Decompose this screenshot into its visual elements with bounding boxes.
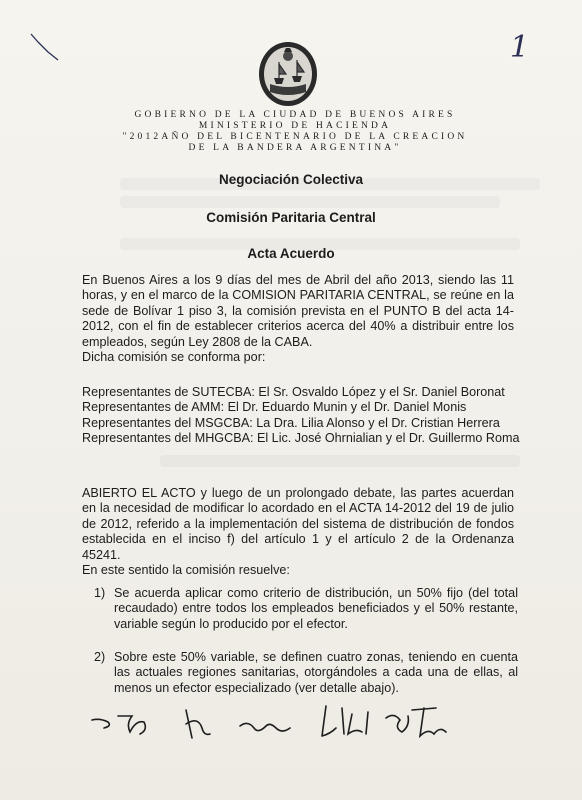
signature-2 bbox=[118, 716, 145, 734]
representante-line: Representantes del MHGCBA: El Lic. José Ohrnialian y el Dr. Guillermo Roma bbox=[82, 430, 520, 445]
signature-1 bbox=[92, 719, 109, 728]
letterhead-line: "2012AÑO DEL BICENTENARIO DE LA CREACION bbox=[122, 132, 468, 142]
item-text: Se acuerda aplicar como criterio de distribución, un 50% fijo (del total recaudado) entre todos los empleados beneficiados y el 50% restante, variable según lo producido por el efector. bbox=[114, 586, 518, 631]
bleed-through bbox=[160, 455, 520, 467]
city-emblem bbox=[256, 40, 320, 108]
intro-paragraph bbox=[82, 273, 514, 365]
abierto-paragraph bbox=[82, 486, 514, 578]
title-comision: Comisión Paritaria Central bbox=[206, 210, 376, 225]
item-number: 1) bbox=[94, 586, 106, 600]
bleed-through bbox=[120, 196, 500, 208]
page-number: 1 bbox=[510, 30, 530, 65]
item-number: 2) bbox=[94, 650, 106, 664]
signature-3 bbox=[186, 710, 210, 738]
list-item bbox=[94, 650, 518, 696]
title-negociacion: Negociación Colectiva bbox=[218, 172, 364, 187]
representantes-list bbox=[82, 385, 522, 446]
letterhead-line: GOBIERNO DE LA CIUDAD DE BUENOS AIRES bbox=[134, 110, 456, 120]
item-text: Sobre este 50% variable, se definen cuatro zonas, teniendo en cuenta las actuales regiones sanitarias, otorgándoles a cada una de ellas, al menos un efector especializado (ver detalle abajo). bbox=[114, 650, 518, 695]
list-item bbox=[94, 586, 518, 632]
title-acta: Acta Acuerdo bbox=[247, 246, 335, 261]
letterhead-line: DE LA BANDERA ARGENTINA" bbox=[188, 143, 402, 153]
representante-line: Representantes de AMM: El Dr. Eduardo Munin y el Dr. Daniel Monis bbox=[82, 400, 467, 415]
letterhead-line: MINISTERIO DE HACIENDA bbox=[198, 121, 392, 131]
representante-line: Representantes de SUTECBA: El Sr. Osvaldo López y el Sr. Daniel Boronat bbox=[82, 385, 505, 399]
signatures bbox=[90, 698, 510, 748]
signature-4 bbox=[240, 723, 290, 731]
abierto-text: ABIERTO EL ACTO y luego de un prolongado debate, las partes acuerdan en la necesidad de modificar lo acordado en el ACTA 14-2012 del 19 de julio de 2012, referido a la implementación del sistema de distribución de fondos establecida en el inciso f) del artículo 1 y el artículo 2 de la Ordenanza 45241. bbox=[82, 486, 514, 562]
resuelve-text: En este sentido la comisión resuelve: bbox=[82, 563, 290, 578]
signature-5 bbox=[322, 706, 368, 736]
pen-mark bbox=[28, 30, 68, 70]
signature-6 bbox=[386, 708, 446, 736]
conforma-text: Dicha comisión se conforma por: bbox=[82, 350, 266, 365]
intro-text: En Buenos Aires a los 9 días del mes de Abril del año 2013, siendo las 11 horas, y en el marco de la COMISION PARITARIA CENTRAL, se reúne en la sede de Bolívar 1 piso 3, la comisión prevista en el PUNTO B del acta 14-2012, con el fin de establecer criterios acerca del 40% a distribuir entre los empleados, según Ley 2808 de la CABA. bbox=[82, 273, 514, 349]
representante-line: Representantes del MSGCBA: La Dra. Lilia Alonso y el Dr. Cristian Herrera bbox=[82, 415, 500, 430]
letterhead bbox=[60, 110, 530, 154]
